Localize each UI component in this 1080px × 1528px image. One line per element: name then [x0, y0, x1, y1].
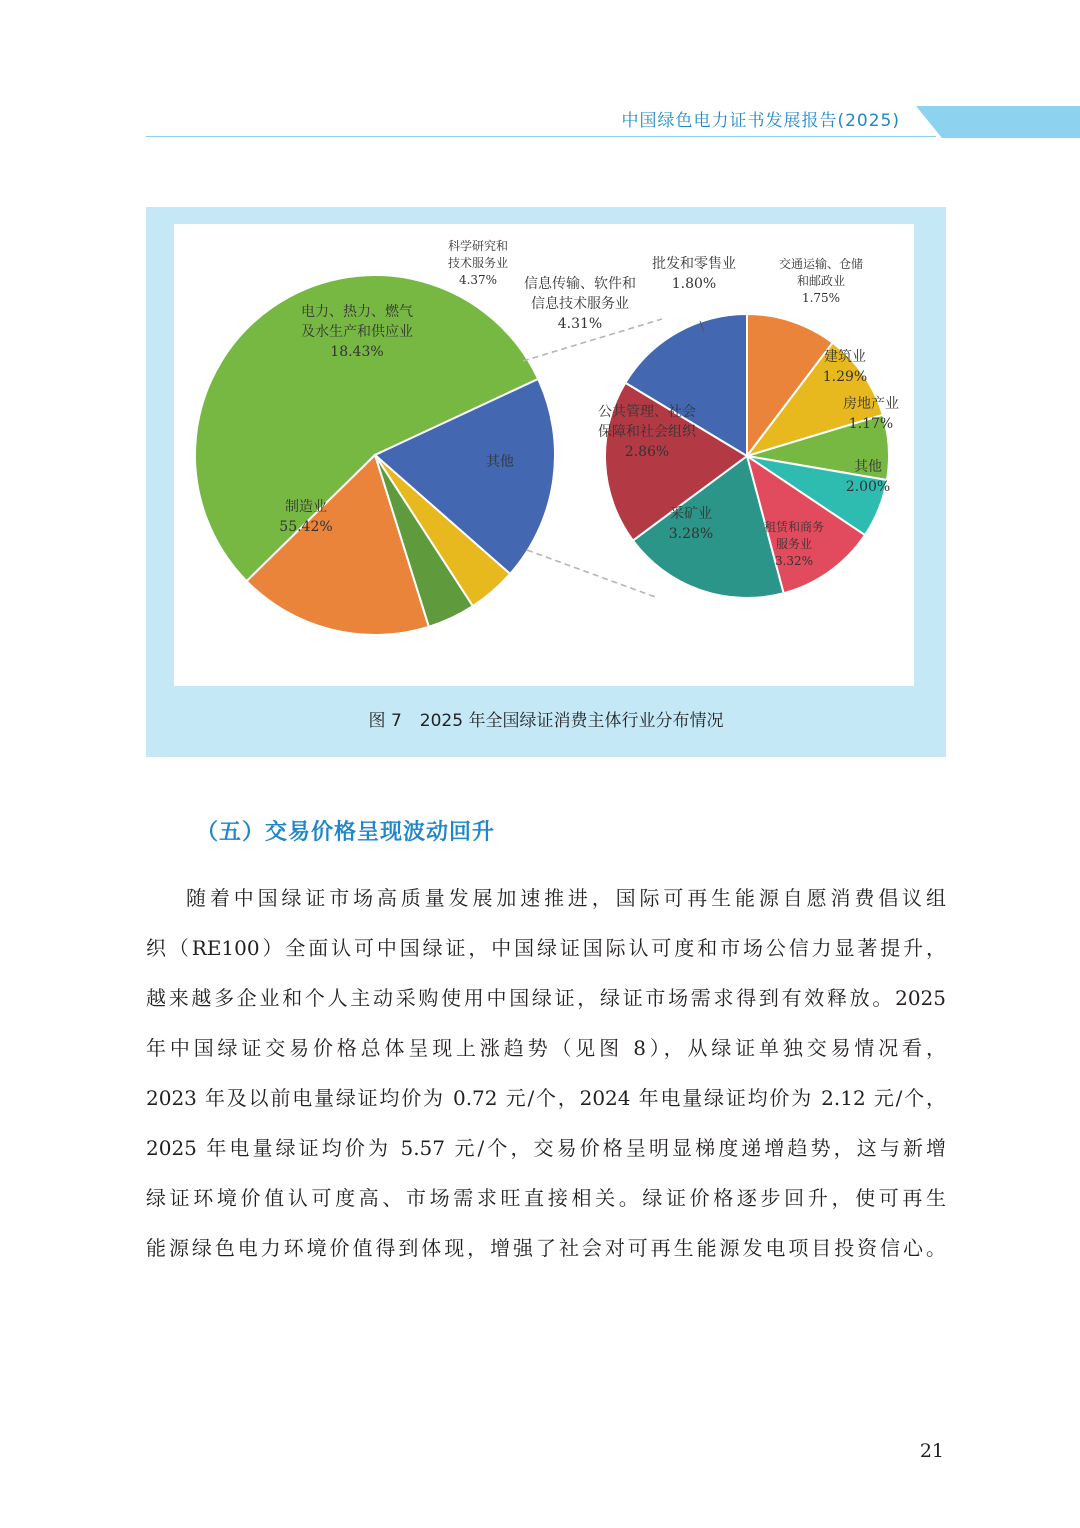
body-line-2: 织（RE100）全面认可中国绿证，中国绿证国际认可度和市场公信力显著提升，	[146, 936, 946, 960]
pie-of-pie-chart	[174, 224, 914, 686]
label-leasing-name-2: 服务业	[775, 537, 813, 551]
label-realestate-name: 房地产业	[843, 396, 899, 412]
label-mining-value: 3.28%	[668, 526, 714, 542]
label-public-name-2: 保障和社会组织	[598, 424, 696, 440]
body-line-4: 年中国绿证交易价格总体呈现上涨趋势（见图 8），从绿证单独交易情况看，	[146, 1036, 946, 1060]
label-transport-value: 1.75%	[801, 291, 841, 305]
label-construction-value: 1.29%	[822, 369, 868, 385]
header-accent-tab	[916, 106, 1080, 138]
label-transport-name-1: 交通运输、仓储	[778, 257, 864, 271]
label-leasing-value: 3.32%	[774, 554, 814, 568]
label-other-sub-name: 其他	[854, 459, 882, 475]
figure-caption-number: 图 7	[368, 711, 402, 731]
label-wholesale-name: 批发和零售业	[652, 256, 736, 272]
section-heading: （五）交易价格呈现波动回升	[196, 820, 496, 845]
label-manufacturing-value: 55.42%	[279, 519, 333, 535]
label-wholesale-value: 1.80%	[671, 276, 717, 292]
body-line-5: 2023 年及以前电量绿证均价为 0.72 元/个，2024 年电量绿证均价为 2.12 元/个，	[146, 1086, 946, 1110]
label-public-name-1: 公共管理、社会	[598, 404, 696, 420]
figure-caption	[146, 706, 946, 731]
running-header-title: 中国绿色电力证书发展报告(2025)	[621, 111, 900, 131]
label-public-value: 2.86%	[624, 444, 670, 460]
body-line-6: 2025 年电量绿证均价为 5.57 元/个，交易价格呈明显梯度递增趋势，这与新增	[146, 1136, 946, 1160]
label-science-name-2: 技术服务业	[447, 256, 509, 270]
label-leasing-name-1: 租赁和商务	[763, 520, 825, 534]
label-it-name-1: 信息传输、软件和	[524, 276, 636, 292]
header-divider	[146, 136, 936, 137]
label-power-name-2: 及水生产和供应业	[301, 324, 413, 340]
label-science-name-1: 科学研究和	[447, 239, 509, 253]
label-it-value: 4.31%	[557, 316, 603, 332]
body-line-1: 随着中国绿证市场高质量发展加速推进，国际可再生能源自愿消费倡议组	[186, 886, 946, 910]
label-mining-name: 采矿业	[670, 506, 712, 522]
label-other-main: 其他	[486, 454, 514, 470]
label-transport-name-2: 和邮政业	[796, 274, 846, 288]
chart-panel	[174, 224, 914, 686]
label-power-value: 18.43%	[330, 344, 384, 360]
label-manufacturing-name: 制造业	[285, 499, 327, 515]
figure-caption-text: 2025 年全国绿证消费主体行业分布情况	[419, 711, 724, 731]
label-science-value: 4.37%	[458, 273, 498, 287]
body-line-3: 越来越多企业和个人主动采购使用中国绿证，绿证市场需求得到有效释放。2025	[146, 986, 946, 1010]
label-realestate-value: 1.17%	[848, 416, 894, 432]
page-number: 21	[919, 1440, 944, 1462]
label-other-sub-value: 2.00%	[845, 479, 891, 495]
body-line-8: 能源绿色电力环境价值得到体现，增强了社会对可再生能源发电项目投资信心。	[146, 1236, 946, 1260]
label-power-name-1: 电力、热力、燃气	[301, 304, 413, 320]
label-it-name-2: 信息技术服务业	[531, 296, 629, 312]
body-line-7: 绿证环境价值认可度高、市场需求旺直接相关。绿证价格逐步回升，使可再生	[146, 1186, 946, 1210]
connector-line-bottom	[527, 550, 658, 598]
label-construction-name: 建筑业	[824, 349, 866, 365]
